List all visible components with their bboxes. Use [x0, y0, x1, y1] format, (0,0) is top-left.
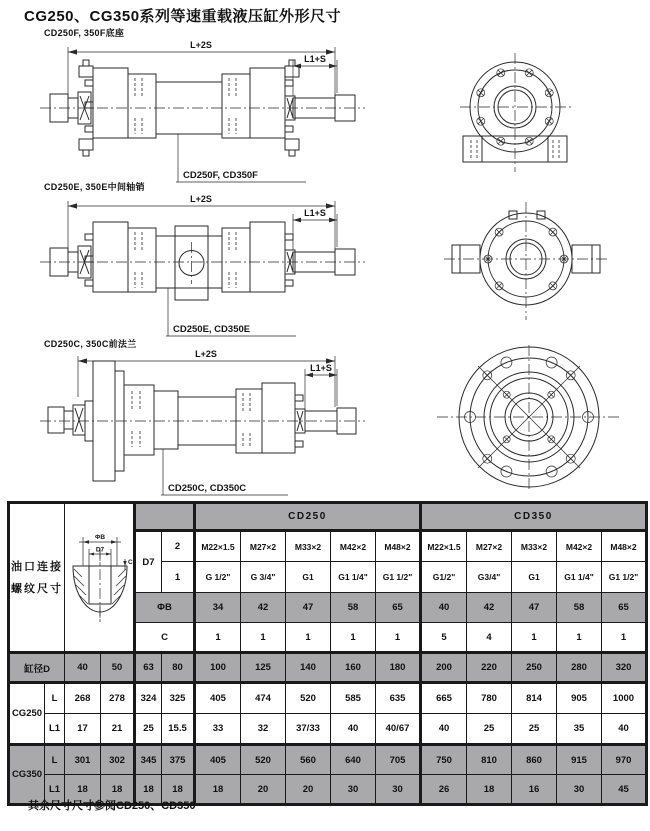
leader-e: [166, 288, 296, 336]
figure-e-side-view: [38, 192, 368, 338]
row-label-2: 2: [162, 531, 195, 562]
table-cell: M27×2: [467, 531, 512, 562]
figure-f-end-view: [452, 50, 580, 178]
table-cell: 320: [602, 653, 647, 683]
port-section-diagram-cell: [65, 503, 135, 653]
table-cell: 750: [421, 745, 467, 775]
table-cell: [135, 503, 195, 531]
table-cell: 405: [195, 745, 241, 775]
table-cell: G1 1/4": [557, 562, 602, 593]
table-cell: 301: [65, 745, 101, 775]
table-cell: 40: [65, 653, 101, 683]
cylinder-body-e: [50, 222, 355, 300]
table-cell: 780: [467, 683, 512, 714]
figure-c-part-label: CD250C, CD350C: [168, 483, 247, 494]
row-label-l1: L1: [45, 714, 65, 745]
table-cell: 15.5: [162, 714, 195, 745]
table-cell: 640: [331, 745, 376, 775]
row-label-l1: L1: [45, 775, 65, 805]
row-label-cg250: CG250: [9, 683, 45, 745]
oil-port-label-line1: 油口连接: [11, 560, 63, 573]
table-cell: 125: [241, 653, 286, 683]
dim-l1s-label: L1+S: [310, 363, 332, 373]
table-cell: 1: [602, 623, 647, 653]
figure-f-side-view: [38, 38, 368, 184]
table-cell: M48×2: [602, 531, 647, 562]
dim-l2s-label: L+2S: [190, 40, 212, 50]
table-cell: G1 1/4": [331, 562, 376, 593]
table-cell: 325: [162, 683, 195, 714]
table-cell: 40: [421, 593, 467, 623]
table-cell: 220: [467, 653, 512, 683]
row-label-cg350: CG350: [9, 745, 45, 805]
table-cell: 30: [376, 775, 421, 805]
figure-e-caption: CD250E, 350E中间轴销: [44, 182, 145, 192]
row-label-c: C: [135, 623, 195, 653]
table-cell: 58: [331, 593, 376, 623]
figure-e-end-view: [438, 196, 616, 326]
table-cell: 42: [241, 593, 286, 623]
header-cd350: CD350: [421, 503, 647, 531]
table-cell: 18: [65, 775, 101, 805]
table-cell: 16: [512, 775, 557, 805]
table-cell: 705: [376, 745, 421, 775]
table-cell: 474: [241, 683, 286, 714]
table-cell: 1: [195, 623, 241, 653]
table-cell: M22×1.5: [195, 531, 241, 562]
table-cell: 80: [162, 653, 195, 683]
table-cell: 280: [557, 653, 602, 683]
table-cell: 25: [135, 714, 162, 745]
table-cell: 1: [376, 623, 421, 653]
table-cell: M33×2: [286, 531, 331, 562]
table-cell: 1: [512, 623, 557, 653]
table-cell: 905: [557, 683, 602, 714]
table-cell: 405: [195, 683, 241, 714]
table-cell: 375: [162, 745, 195, 775]
table-cell: 25: [467, 714, 512, 745]
table-cell: 345: [135, 745, 162, 775]
table-cell: 45: [602, 775, 647, 805]
table-cell: 970: [602, 745, 647, 775]
dimension-table-wrap: [7, 501, 648, 806]
table-cell: 40: [421, 714, 467, 745]
page-title: CG250、CG350系列等速重载液压缸外形尺寸: [24, 8, 342, 25]
table-cell: 4: [467, 623, 512, 653]
table-cell: G3/4": [467, 562, 512, 593]
row-label-bore: 缸径D: [9, 653, 65, 683]
leader-c: [161, 449, 288, 495]
table-cell: 860: [512, 745, 557, 775]
table-cell: 520: [241, 745, 286, 775]
table-cell: 160: [331, 653, 376, 683]
table-cell: 18: [162, 775, 195, 805]
table-cell: 302: [101, 745, 135, 775]
table-cell: 268: [65, 683, 101, 714]
table-cell: 25: [512, 714, 557, 745]
table-cell: 30: [331, 775, 376, 805]
row-label-1: 1: [162, 562, 195, 593]
figure-c-side-view: [38, 347, 368, 499]
table-cell: 20: [241, 775, 286, 805]
table-cell: 100: [195, 653, 241, 683]
table-cell: 18: [195, 775, 241, 805]
table-cell: 65: [376, 593, 421, 623]
table-cell: 5: [421, 623, 467, 653]
table-cell: 63: [135, 653, 162, 683]
figure-e-part-label: CD250E, CD350E: [173, 324, 251, 335]
table-cell: 21: [101, 714, 135, 745]
table-cell: 200: [421, 653, 467, 683]
table-cell: 34: [195, 593, 241, 623]
row-label-d7: D7: [135, 531, 162, 593]
table-cell: 278: [101, 683, 135, 714]
table-cell: 58: [557, 593, 602, 623]
table-cell: 915: [557, 745, 602, 775]
table-cell: 1: [241, 623, 286, 653]
table-cell: 26: [421, 775, 467, 805]
dimension-l2s: [68, 194, 335, 255]
dimension-l1s: [305, 363, 337, 409]
header-cd250: CD250: [195, 503, 421, 531]
table-cell: 560: [286, 745, 331, 775]
dim-l1s-label: L1+S: [304, 208, 326, 218]
table-cell: 1000: [602, 683, 647, 714]
table-cell: 40: [602, 714, 647, 745]
table-cell: 18: [135, 775, 162, 805]
table-cell: G 1/2": [195, 562, 241, 593]
table-cell: M42×2: [331, 531, 376, 562]
dimension-l2s: [78, 349, 335, 407]
table-cell: 20: [286, 775, 331, 805]
table-cell: 520: [286, 683, 331, 714]
table-cell: 180: [376, 653, 421, 683]
table-cell: G1/2": [421, 562, 467, 593]
table-cell: M42×2: [557, 531, 602, 562]
dimension-l2s: [68, 40, 335, 101]
table-cell: 47: [286, 593, 331, 623]
dimension-l1s: [293, 54, 337, 96]
table-cell: M33×2: [512, 531, 557, 562]
footnote: 其余尺寸尺寸参阅CD250、CD350: [28, 800, 196, 812]
table-cell: M22×1.5: [421, 531, 467, 562]
table-cell: 47: [512, 593, 557, 623]
table-cell: 18: [101, 775, 135, 805]
diagram-dim-right: C: [128, 558, 133, 566]
figure-f-caption: CD250F, 350F底座: [44, 28, 125, 38]
dim-l1s-label: L1+S: [304, 54, 326, 64]
table-cell: 35: [557, 714, 602, 745]
table-cell: 1: [286, 623, 331, 653]
table-cell: 635: [376, 683, 421, 714]
table-cell: 40: [331, 714, 376, 745]
table-cell: G1 1/2": [376, 562, 421, 593]
table-cell: G1: [512, 562, 557, 593]
table-cell: 17: [65, 714, 101, 745]
table-cell: G1 1/2": [602, 562, 647, 593]
oil-port-label: [9, 503, 65, 653]
row-label-phib: ΦB: [135, 593, 195, 623]
table-cell: 324: [135, 683, 162, 714]
figure-c-end-view: [430, 342, 628, 494]
table-cell: 1: [331, 623, 376, 653]
dimension-table: [7, 501, 648, 806]
table-cell: 810: [467, 745, 512, 775]
table-cell: 250: [512, 653, 557, 683]
table-cell: 1: [557, 623, 602, 653]
table-cell: G 3/4": [241, 562, 286, 593]
diagram-dim-top: ΦB: [94, 533, 106, 541]
dim-l2s-label: L+2S: [195, 349, 217, 359]
row-label-l: L: [45, 745, 65, 775]
leader-f: [176, 134, 306, 182]
diagram-dim-mid: D7: [95, 546, 105, 553]
table-cell: M27×2: [241, 531, 286, 562]
table-cell: 665: [421, 683, 467, 714]
oil-port-label-line2: 螺纹尺寸: [11, 582, 63, 595]
table-cell: 33: [195, 714, 241, 745]
dim-l2s-label: L+2S: [190, 194, 212, 204]
table-cell: 40/67: [376, 714, 421, 745]
table-cell: 42: [467, 593, 512, 623]
dimension-l1s: [293, 208, 337, 250]
port-section-diagram: [65, 530, 135, 626]
table-cell: 18: [467, 775, 512, 805]
table-cell: G1: [286, 562, 331, 593]
table-cell: 140: [286, 653, 331, 683]
table-cell: 32: [241, 714, 286, 745]
table-cell: 37/33: [286, 714, 331, 745]
table-cell: 65: [602, 593, 647, 623]
table-cell: 50: [101, 653, 135, 683]
table-cell: 585: [331, 683, 376, 714]
table-cell: M48×2: [376, 531, 421, 562]
table-cell: 814: [512, 683, 557, 714]
table-cell: 30: [557, 775, 602, 805]
figure-c-caption: CD250C, 350C前法兰: [44, 339, 137, 349]
figure-f-part-label: CD250F, CD350F: [183, 170, 258, 181]
row-label-l: L: [45, 683, 65, 714]
